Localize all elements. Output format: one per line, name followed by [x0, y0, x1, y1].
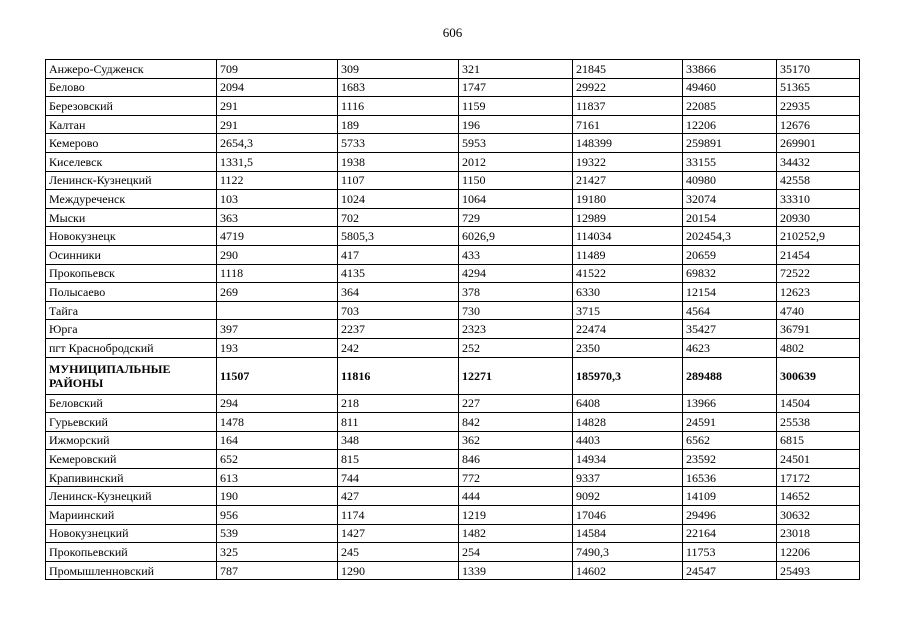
value-cell-col-3: 1150 [459, 171, 573, 190]
value-cell-col-1: 539 [217, 524, 338, 543]
value-cell-col-3: 772 [459, 468, 573, 487]
table-row [46, 543, 860, 562]
value-cell-col-1: 294 [217, 394, 338, 413]
value-cell-col-2: 11816 [338, 357, 459, 394]
value-cell-col-1: 325 [217, 543, 338, 562]
value-cell-col-6: 20930 [777, 208, 860, 227]
value-cell-col-2: 1116 [338, 97, 459, 116]
value-cell-col-4: 41522 [573, 264, 683, 283]
table-row [46, 487, 860, 506]
value-cell-col-4: 6408 [573, 394, 683, 413]
table-row [46, 413, 860, 432]
value-cell-col-6: 34432 [777, 152, 860, 171]
value-cell-col-6: 300639 [777, 357, 860, 394]
table-row [46, 190, 860, 209]
value-cell-col-4: 12989 [573, 208, 683, 227]
value-cell-col-1: 1118 [217, 264, 338, 283]
value-cell-col-3: 196 [459, 115, 573, 134]
row-name-cell: Анжеро-Судженск [46, 60, 217, 79]
value-cell-col-3: 6026,9 [459, 227, 573, 246]
row-name-cell: Кемеровский [46, 450, 217, 469]
value-cell-col-4: 14934 [573, 450, 683, 469]
value-cell-col-5: 33155 [683, 152, 777, 171]
value-cell-col-4: 6330 [573, 283, 683, 302]
value-cell-col-6: 4740 [777, 301, 860, 320]
table-row [46, 561, 860, 580]
value-cell-col-3: 2012 [459, 152, 573, 171]
value-cell-col-4: 14828 [573, 413, 683, 432]
value-cell-col-4: 21845 [573, 60, 683, 79]
value-cell-col-6: 33310 [777, 190, 860, 209]
row-name-cell: Тайга [46, 301, 217, 320]
value-cell-col-2: 1290 [338, 561, 459, 580]
value-cell-col-2: 5805,3 [338, 227, 459, 246]
value-cell-col-2: 218 [338, 394, 459, 413]
value-cell-col-1: 291 [217, 97, 338, 116]
value-cell-col-4: 9337 [573, 468, 683, 487]
value-cell-col-1: 2094 [217, 78, 338, 97]
value-cell-col-5: 12154 [683, 283, 777, 302]
value-cell-col-2: 364 [338, 283, 459, 302]
value-cell-col-2: 1024 [338, 190, 459, 209]
value-cell-col-3: 12271 [459, 357, 573, 394]
table-row [46, 301, 860, 320]
value-cell-col-1: 1122 [217, 171, 338, 190]
value-cell-col-2: 1174 [338, 506, 459, 525]
row-name-cell: МУНИЦИПАЛЬНЫЕ РАЙОНЫ [46, 357, 217, 394]
value-cell-col-4: 21427 [573, 171, 683, 190]
value-cell-col-6: 72522 [777, 264, 860, 283]
value-cell-col-1: 613 [217, 468, 338, 487]
value-cell-col-4: 11489 [573, 245, 683, 264]
value-cell-col-5: 23592 [683, 450, 777, 469]
value-cell-col-2: 702 [338, 208, 459, 227]
value-cell-col-4: 7161 [573, 115, 683, 134]
value-cell-col-6: 51365 [777, 78, 860, 97]
value-cell-col-3: 1482 [459, 524, 573, 543]
row-name-cell: Ленинск-Кузнецкий [46, 171, 217, 190]
value-cell-col-1: 291 [217, 115, 338, 134]
row-name-cell: Новокузнецкий [46, 524, 217, 543]
value-cell-col-6: 23018 [777, 524, 860, 543]
value-cell-col-2: 189 [338, 115, 459, 134]
value-cell-col-1: 709 [217, 60, 338, 79]
value-cell-col-4: 14602 [573, 561, 683, 580]
value-cell-col-3: 254 [459, 543, 573, 562]
value-cell-col-4: 7490,3 [573, 543, 683, 562]
row-name-cell: Промышленновский [46, 561, 217, 580]
value-cell-col-2: 427 [338, 487, 459, 506]
row-name-cell: Мыски [46, 208, 217, 227]
value-cell-col-5: 16536 [683, 468, 777, 487]
value-cell-col-5: 35427 [683, 320, 777, 339]
table-row [46, 450, 860, 469]
value-cell-col-6: 42558 [777, 171, 860, 190]
value-cell-col-5: 14109 [683, 487, 777, 506]
table-row [46, 60, 860, 79]
value-cell-col-6: 14504 [777, 394, 860, 413]
table-row [46, 524, 860, 543]
table-row-section-header [46, 357, 860, 394]
value-cell-col-5: 24547 [683, 561, 777, 580]
value-cell-col-4: 2350 [573, 338, 683, 357]
table-row [46, 264, 860, 283]
value-cell-col-4: 114034 [573, 227, 683, 246]
row-name-cell: пгт Краснобродский [46, 338, 217, 357]
value-cell-col-2: 1427 [338, 524, 459, 543]
value-cell-col-1: 652 [217, 450, 338, 469]
value-cell-col-5: 13966 [683, 394, 777, 413]
data-table [45, 59, 860, 580]
value-cell-col-6: 4802 [777, 338, 860, 357]
table-row [46, 338, 860, 357]
value-cell-col-6: 12676 [777, 115, 860, 134]
row-name-cell: Кемерово [46, 134, 217, 153]
value-cell-col-1: 363 [217, 208, 338, 227]
value-cell-col-1: 2654,3 [217, 134, 338, 153]
value-cell-col-5: 29496 [683, 506, 777, 525]
table-row [46, 115, 860, 134]
value-cell-col-6: 22935 [777, 97, 860, 116]
table-row [46, 245, 860, 264]
value-cell-col-5: 289488 [683, 357, 777, 394]
value-cell-col-3: 252 [459, 338, 573, 357]
value-cell-col-2: 2237 [338, 320, 459, 339]
table-row [46, 431, 860, 450]
value-cell-col-4: 14584 [573, 524, 683, 543]
value-cell-col-5: 259891 [683, 134, 777, 153]
value-cell-col-5: 33866 [683, 60, 777, 79]
value-cell-col-2: 348 [338, 431, 459, 450]
row-name-cell: Мариинский [46, 506, 217, 525]
value-cell-col-2: 811 [338, 413, 459, 432]
value-cell-col-3: 433 [459, 245, 573, 264]
value-cell-col-2: 242 [338, 338, 459, 357]
value-cell-col-1: 193 [217, 338, 338, 357]
value-cell-col-3: 1159 [459, 97, 573, 116]
value-cell-col-3: 1219 [459, 506, 573, 525]
value-cell-col-3: 1747 [459, 78, 573, 97]
value-cell-col-4: 19322 [573, 152, 683, 171]
value-cell-col-2: 417 [338, 245, 459, 264]
value-cell-col-4: 3715 [573, 301, 683, 320]
row-name-cell: Прокопьевский [46, 543, 217, 562]
row-name-cell: Беловский [46, 394, 217, 413]
value-cell-col-2: 4135 [338, 264, 459, 283]
row-name-cell: Ленинск-Кузнецкий [46, 487, 217, 506]
row-name-cell: Гурьевский [46, 413, 217, 432]
value-cell-col-6: 12623 [777, 283, 860, 302]
value-cell-col-3: 227 [459, 394, 573, 413]
value-cell-col-6: 30632 [777, 506, 860, 525]
value-cell-col-5: 40980 [683, 171, 777, 190]
row-name-cell: Киселевск [46, 152, 217, 171]
value-cell-col-1 [217, 301, 338, 320]
value-cell-col-3: 444 [459, 487, 573, 506]
value-cell-col-3: 321 [459, 60, 573, 79]
value-cell-col-6: 36791 [777, 320, 860, 339]
value-cell-col-2: 1683 [338, 78, 459, 97]
value-cell-col-1: 164 [217, 431, 338, 450]
row-name-cell: Калтан [46, 115, 217, 134]
row-name-cell: Березовский [46, 97, 217, 116]
table-row [46, 171, 860, 190]
value-cell-col-2: 1938 [338, 152, 459, 171]
value-cell-col-3: 4294 [459, 264, 573, 283]
value-cell-col-2: 744 [338, 468, 459, 487]
table-row [46, 78, 860, 97]
value-cell-col-3: 1339 [459, 561, 573, 580]
table-row [46, 97, 860, 116]
value-cell-col-6: 25493 [777, 561, 860, 580]
value-cell-col-2: 815 [338, 450, 459, 469]
row-name-cell: Юрга [46, 320, 217, 339]
value-cell-col-6: 12206 [777, 543, 860, 562]
table-row [46, 208, 860, 227]
value-cell-col-4: 17046 [573, 506, 683, 525]
value-cell-col-1: 4719 [217, 227, 338, 246]
table-row [46, 506, 860, 525]
value-cell-col-2: 245 [338, 543, 459, 562]
table-row [46, 394, 860, 413]
row-name-cell: Осинники [46, 245, 217, 264]
value-cell-col-2: 309 [338, 60, 459, 79]
value-cell-col-5: 49460 [683, 78, 777, 97]
value-cell-col-6: 210252,9 [777, 227, 860, 246]
row-name-cell: Прокопьевск [46, 264, 217, 283]
value-cell-col-6: 269901 [777, 134, 860, 153]
value-cell-col-4: 185970,3 [573, 357, 683, 394]
value-cell-col-5: 20154 [683, 208, 777, 227]
value-cell-col-3: 729 [459, 208, 573, 227]
value-cell-col-1: 956 [217, 506, 338, 525]
row-name-cell: Междуреченск [46, 190, 217, 209]
value-cell-col-4: 22474 [573, 320, 683, 339]
value-cell-col-4: 4403 [573, 431, 683, 450]
table-row [46, 152, 860, 171]
value-cell-col-6: 21454 [777, 245, 860, 264]
row-name-cell: Ижморский [46, 431, 217, 450]
value-cell-col-4: 9092 [573, 487, 683, 506]
value-cell-col-5: 12206 [683, 115, 777, 134]
value-cell-col-5: 4623 [683, 338, 777, 357]
value-cell-col-3: 730 [459, 301, 573, 320]
value-cell-col-6: 35170 [777, 60, 860, 79]
value-cell-col-6: 14652 [777, 487, 860, 506]
value-cell-col-5: 69832 [683, 264, 777, 283]
value-cell-col-3: 2323 [459, 320, 573, 339]
value-cell-col-4: 29922 [573, 78, 683, 97]
value-cell-col-5: 6562 [683, 431, 777, 450]
row-name-cell: Белово [46, 78, 217, 97]
table-row [46, 134, 860, 153]
value-cell-col-5: 4564 [683, 301, 777, 320]
value-cell-col-1: 290 [217, 245, 338, 264]
value-cell-col-2: 1107 [338, 171, 459, 190]
row-name-cell: Полысаево [46, 283, 217, 302]
row-name-cell: Крапивинский [46, 468, 217, 487]
value-cell-col-4: 148399 [573, 134, 683, 153]
table-row [46, 320, 860, 339]
value-cell-col-5: 11753 [683, 543, 777, 562]
value-cell-col-3: 362 [459, 431, 573, 450]
value-cell-col-6: 25538 [777, 413, 860, 432]
value-cell-col-2: 5733 [338, 134, 459, 153]
value-cell-col-1: 103 [217, 190, 338, 209]
value-cell-col-3: 842 [459, 413, 573, 432]
row-name-cell: Новокузнецк [46, 227, 217, 246]
value-cell-col-4: 19180 [573, 190, 683, 209]
value-cell-col-5: 22085 [683, 97, 777, 116]
value-cell-col-3: 5953 [459, 134, 573, 153]
value-cell-col-4: 11837 [573, 97, 683, 116]
value-cell-col-6: 6815 [777, 431, 860, 450]
value-cell-col-3: 1064 [459, 190, 573, 209]
page-number: 606 [442, 25, 463, 40]
value-cell-col-3: 846 [459, 450, 573, 469]
table-row [46, 468, 860, 487]
value-cell-col-1: 11507 [217, 357, 338, 394]
value-cell-col-1: 397 [217, 320, 338, 339]
value-cell-col-2: 703 [338, 301, 459, 320]
value-cell-col-1: 787 [217, 561, 338, 580]
table-row [46, 227, 860, 246]
value-cell-col-3: 378 [459, 283, 573, 302]
value-cell-col-6: 24501 [777, 450, 860, 469]
value-cell-col-1: 1331,5 [217, 152, 338, 171]
value-cell-col-5: 22164 [683, 524, 777, 543]
table-body [46, 60, 860, 580]
value-cell-col-1: 190 [217, 487, 338, 506]
table-row [46, 283, 860, 302]
value-cell-col-5: 32074 [683, 190, 777, 209]
value-cell-col-5: 20659 [683, 245, 777, 264]
value-cell-col-5: 24591 [683, 413, 777, 432]
value-cell-col-1: 1478 [217, 413, 338, 432]
value-cell-col-1: 269 [217, 283, 338, 302]
value-cell-col-5: 202454,3 [683, 227, 777, 246]
value-cell-col-6: 17172 [777, 468, 860, 487]
